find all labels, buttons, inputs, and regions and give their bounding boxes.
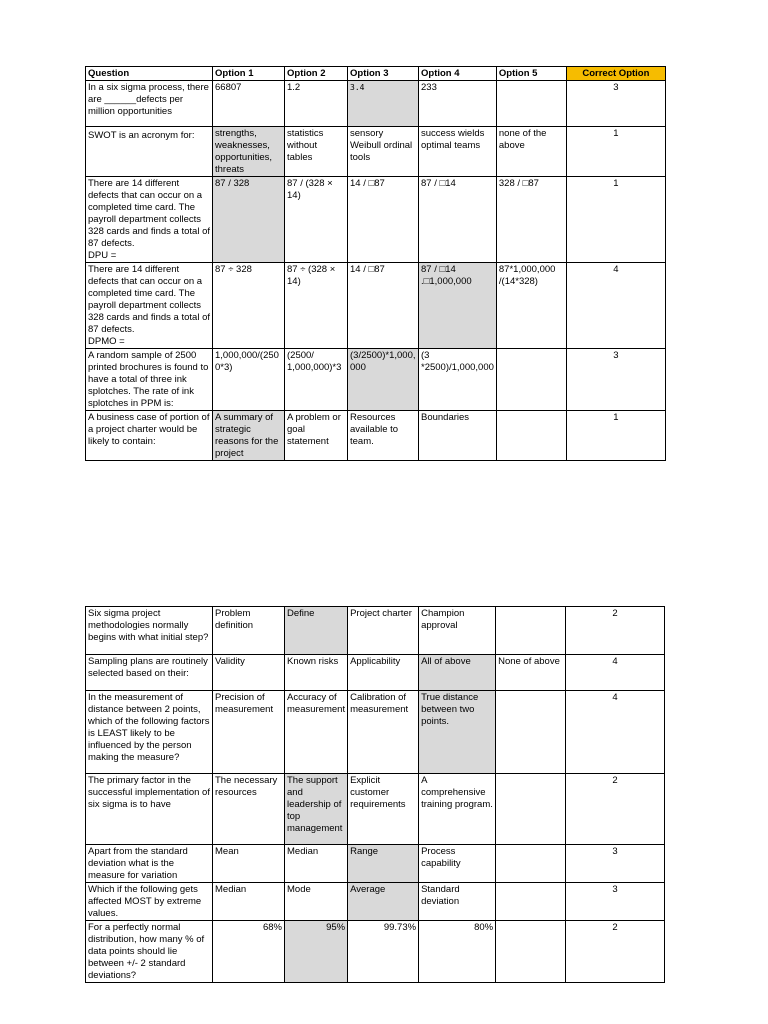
question-cell: A business case of portion of a project charter would be likely to contain: (86, 411, 213, 461)
option-4-cell: All of above (419, 655, 496, 691)
option-2-cell: Known risks (285, 655, 348, 691)
option-2-cell: Mode (285, 883, 348, 921)
option-3-cell: 14 / □87 (348, 263, 419, 349)
option-1-cell: Validity (213, 655, 285, 691)
option-5-cell (496, 691, 566, 774)
correct-option-cell: 4 (566, 655, 665, 691)
option-5-cell: none of the above (496, 127, 566, 177)
option-1-cell: Mean (213, 845, 285, 883)
option-4-cell: 80% (419, 921, 496, 983)
option-1-cell: 87 / 328 (213, 177, 285, 263)
option-3-cell: Explicit customer requirements (348, 774, 419, 845)
option-2-cell: Accuracy of measurement (285, 691, 348, 774)
question-cell: Sampling plans are routinely selected based on their: (86, 655, 213, 691)
correct-option-cell: 4 (566, 263, 665, 349)
table-row (86, 845, 665, 883)
header-correct-option: Correct Option (566, 67, 665, 81)
correct-option-cell: 2 (566, 774, 665, 845)
option-5-cell (496, 774, 566, 845)
correct-option-cell: 1 (566, 411, 665, 461)
option-1-cell: 1,000,000/(250 0*3) (213, 349, 285, 411)
header-option-3: Option 3 (348, 67, 419, 81)
option-5-cell: None of above (496, 655, 566, 691)
table-row (86, 883, 665, 921)
option-1-cell: Problem definition (213, 607, 285, 655)
option-5-cell (496, 607, 566, 655)
option-4-cell: A comprehensive training program. (419, 774, 496, 845)
option-5-cell (496, 845, 566, 883)
option-3-cell: Average (348, 883, 419, 921)
option-2-cell: The support and leadership of top management (285, 774, 348, 845)
option-5-cell (496, 349, 566, 411)
option-1-cell: The necessary resources (213, 774, 285, 845)
question-cell: There are 14 different defects that can occur on a completed time card. The payroll department collects 328 cards and finds a total of 87 defects. DPU = (86, 177, 213, 263)
option-4-cell: True distance between two points. (419, 691, 496, 774)
correct-option-cell: 2 (566, 607, 665, 655)
option-4-cell: Boundaries (419, 411, 497, 461)
option-1-cell: Median (213, 883, 285, 921)
option-1-cell: 87 ÷ 328 (213, 263, 285, 349)
option-1-cell: A summary of strategic reasons for the project (213, 411, 285, 461)
question-cell: Apart from the standard deviation what is the measure for variation (86, 845, 213, 883)
option-4-cell: Process capability (419, 845, 496, 883)
question-cell: A random sample of 2500 printed brochures is found to have a total of three ink splotches. The rate of ink splotches in PPM is: (86, 349, 213, 411)
option-4-cell: Standard deviation (419, 883, 496, 921)
correct-option-cell: 3 (566, 883, 665, 921)
option-5-cell (496, 411, 566, 461)
option-2-cell: 87 ÷ (328 × 14) (285, 263, 348, 349)
header-option-2: Option 2 (285, 67, 348, 81)
option-1-cell: 66807 (213, 81, 285, 127)
question-cell: In a six sigma process, there are ______defects per million opportunities (86, 81, 213, 127)
table-row (86, 921, 665, 983)
option-3-cell: Resources available to team. (348, 411, 419, 461)
table-row (86, 655, 665, 691)
correct-option-cell: 3 (566, 349, 665, 411)
header-row (86, 67, 666, 81)
option-1-cell: 68% (213, 921, 285, 983)
header-option-1: Option 1 (213, 67, 285, 81)
option-2-cell: Median (285, 845, 348, 883)
question-cell: For a perfectly normal distribution, how many % of data points should lie between +/- 2 standard deviations? (86, 921, 213, 983)
table-row (86, 263, 666, 349)
option-3-cell: Calibration of measurement (348, 691, 419, 774)
table-row (86, 127, 666, 177)
correct-option-cell: 3 (566, 81, 665, 127)
option-4-cell: Champion approval (419, 607, 496, 655)
table-row (86, 411, 666, 461)
option-2-cell: (2500/ 1,000,000)*3 (285, 349, 348, 411)
option-3-cell: Applicability (348, 655, 419, 691)
option-3-cell: Project charter (348, 607, 419, 655)
question-cell: The primary factor in the successful implementation of six sigma is to have (86, 774, 213, 845)
option-3-cell: (3/2500)*1,000, 000 (348, 349, 419, 411)
question-cell: There are 14 different defects that can occur on a completed time card. The payroll department collects 328 cards and finds a total of 87 defects. DPMO = (86, 263, 213, 349)
question-cell: Which if the following gets affected MOST by extreme values. (86, 883, 213, 921)
option-5-cell (496, 81, 566, 127)
correct-option-cell: 4 (566, 691, 665, 774)
table-row (86, 349, 666, 411)
option-3-cell: 14 / □87 (348, 177, 419, 263)
header-option-5: Option 5 (496, 67, 566, 81)
question-cell: In the measurement of distance between 2 points, which of the following factors is LEAST likely to be influenced by the person making the measure? (86, 691, 213, 774)
quiz-table-2 (85, 606, 665, 983)
option-5-cell (496, 921, 566, 983)
correct-option-cell: 1 (566, 177, 665, 263)
option-5-cell: 328 / □87 (496, 177, 566, 263)
option-2-cell: 1.2 (285, 81, 348, 127)
correct-option-cell: 1 (566, 127, 665, 177)
question-cell: SWOT is an acronym for: (86, 127, 213, 177)
option-5-cell (496, 883, 566, 921)
table-row (86, 691, 665, 774)
option-3-cell: sensory Weibull ordinal tools (348, 127, 419, 177)
correct-option-cell: 2 (566, 921, 665, 983)
option-2-cell: statistics without tables (285, 127, 348, 177)
option-3-cell: 99.73% (348, 921, 419, 983)
option-2-cell: A problem or goal statement (285, 411, 348, 461)
option-3-cell: Range (348, 845, 419, 883)
option-2-cell: 87 / (328 × 14) (285, 177, 348, 263)
correct-option-cell: 3 (566, 845, 665, 883)
option-4-cell: 87 / □14 .□1,000,000 (419, 263, 497, 349)
option-1-cell: Precision of measurement (213, 691, 285, 774)
header-option-4: Option 4 (419, 67, 497, 81)
option-4-cell: 233 (419, 81, 497, 127)
option-4-cell: success wields optimal teams (419, 127, 497, 177)
option-5-cell: 87*1,000,000 /(14*328) (496, 263, 566, 349)
table-row (86, 177, 666, 263)
quiz-table-1 (85, 66, 666, 461)
table-row (86, 81, 666, 127)
table-row (86, 607, 665, 655)
option-2-cell: Define (285, 607, 348, 655)
option-1-cell: strengths, weaknesses, opportunities, threats (213, 127, 285, 177)
option-2-cell: 95% (285, 921, 348, 983)
option-4-cell: 87 / □14 (419, 177, 497, 263)
option-4-cell: (3 *2500)/1,000,000 (419, 349, 497, 411)
header-question: Question (86, 67, 213, 81)
table-row (86, 774, 665, 845)
option-3-cell: 3.4 (348, 81, 419, 127)
question-cell: Six sigma project methodologies normally begins with what initial step? (86, 607, 213, 655)
